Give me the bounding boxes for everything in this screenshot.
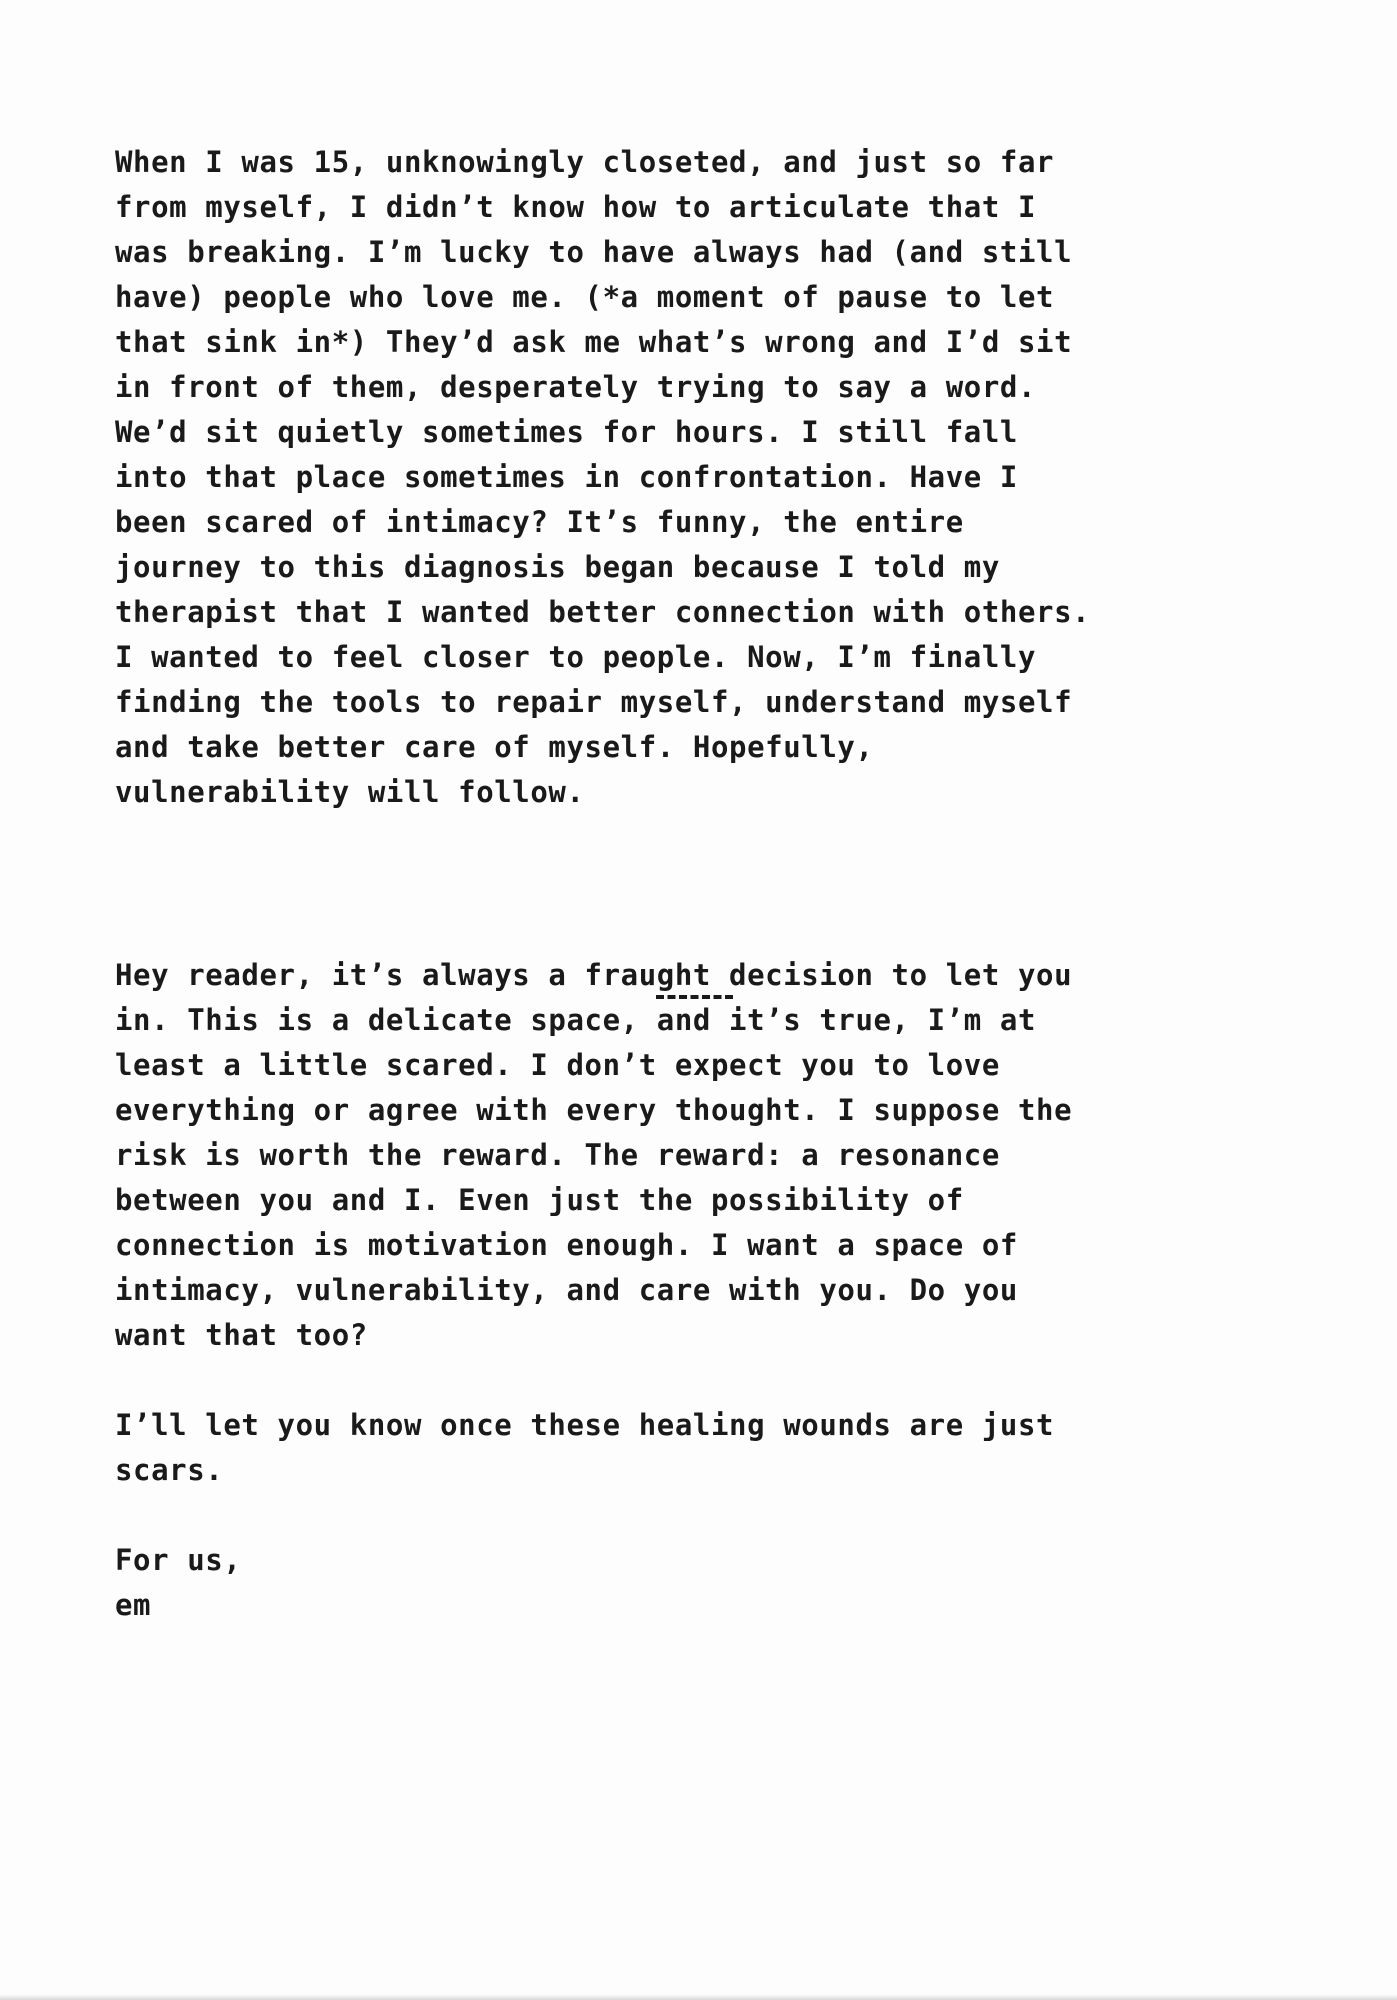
text-line: vulnerability will follow.: [115, 775, 585, 809]
text-line: journey to this diagnosis began because I told my: [115, 550, 1000, 584]
text-line: We’d sit quietly sometimes for hours. I still fall: [115, 415, 1018, 449]
text-line: into that place sometimes in confrontation. Have I: [115, 460, 1018, 494]
text-line: finding the tools to repair myself, understand myself: [115, 685, 1073, 719]
signature: em: [115, 1588, 152, 1622]
text-line: connection is motivation enough. I want a space of: [115, 1228, 1018, 1262]
text-line: I wanted to feel closer to people. Now, I’m finally: [115, 640, 1037, 674]
text-line: and take better care of myself. Hopefully,: [115, 730, 874, 764]
text-line: from myself, I didn’t know how to articulate that I: [115, 190, 1037, 224]
text-line: intimacy, vulnerability, and care with you. Do you: [115, 1273, 1018, 1307]
text-line: been scared of intimacy? It’s funny, the entire: [115, 505, 964, 539]
text-line: was breaking. I’m lucky to have always had (and still: [115, 235, 1073, 269]
text-line: in front of them, desperately trying to say a word.: [115, 370, 1037, 404]
paragraph-2: [115, 953, 1072, 1358]
text-line: scars.: [115, 1453, 224, 1487]
text-line: least a little scared. I don’t expect you to love: [115, 1048, 1000, 1082]
page-bottom-edge: [0, 1994, 1397, 2000]
text-line: I’ll let you know once these healing wounds are just: [115, 1408, 1055, 1442]
text-line: have) people who love me. (*a moment of pause to let: [115, 280, 1055, 314]
text-line: everything or agree with every thought. I suppose the: [115, 1093, 1073, 1127]
text-line: that sink in*) They’d ask me what’s wrong and I’d sit: [115, 325, 1073, 359]
text-line: between you and I. Even just the possibility of: [115, 1183, 964, 1217]
paragraph-1: [115, 140, 1090, 815]
text-line: therapist that I wanted better connection with others.: [115, 595, 1091, 629]
text-line: When I was 15, unknowingly closeted, and just so far: [115, 145, 1055, 179]
text-line: want that too?: [115, 1318, 368, 1352]
paragraph-3: [115, 1403, 1054, 1493]
text-line: in. This is a delicate space, and it’s true, I’m at: [115, 1003, 1037, 1037]
text-line: risk is worth the reward. The reward: a resonance: [115, 1138, 1000, 1172]
sign-off: For us,: [115, 1543, 242, 1577]
letter-closing: [115, 1538, 241, 1628]
text-line: Hey reader, it’s always a fraught decision to let you: [115, 958, 1073, 992]
